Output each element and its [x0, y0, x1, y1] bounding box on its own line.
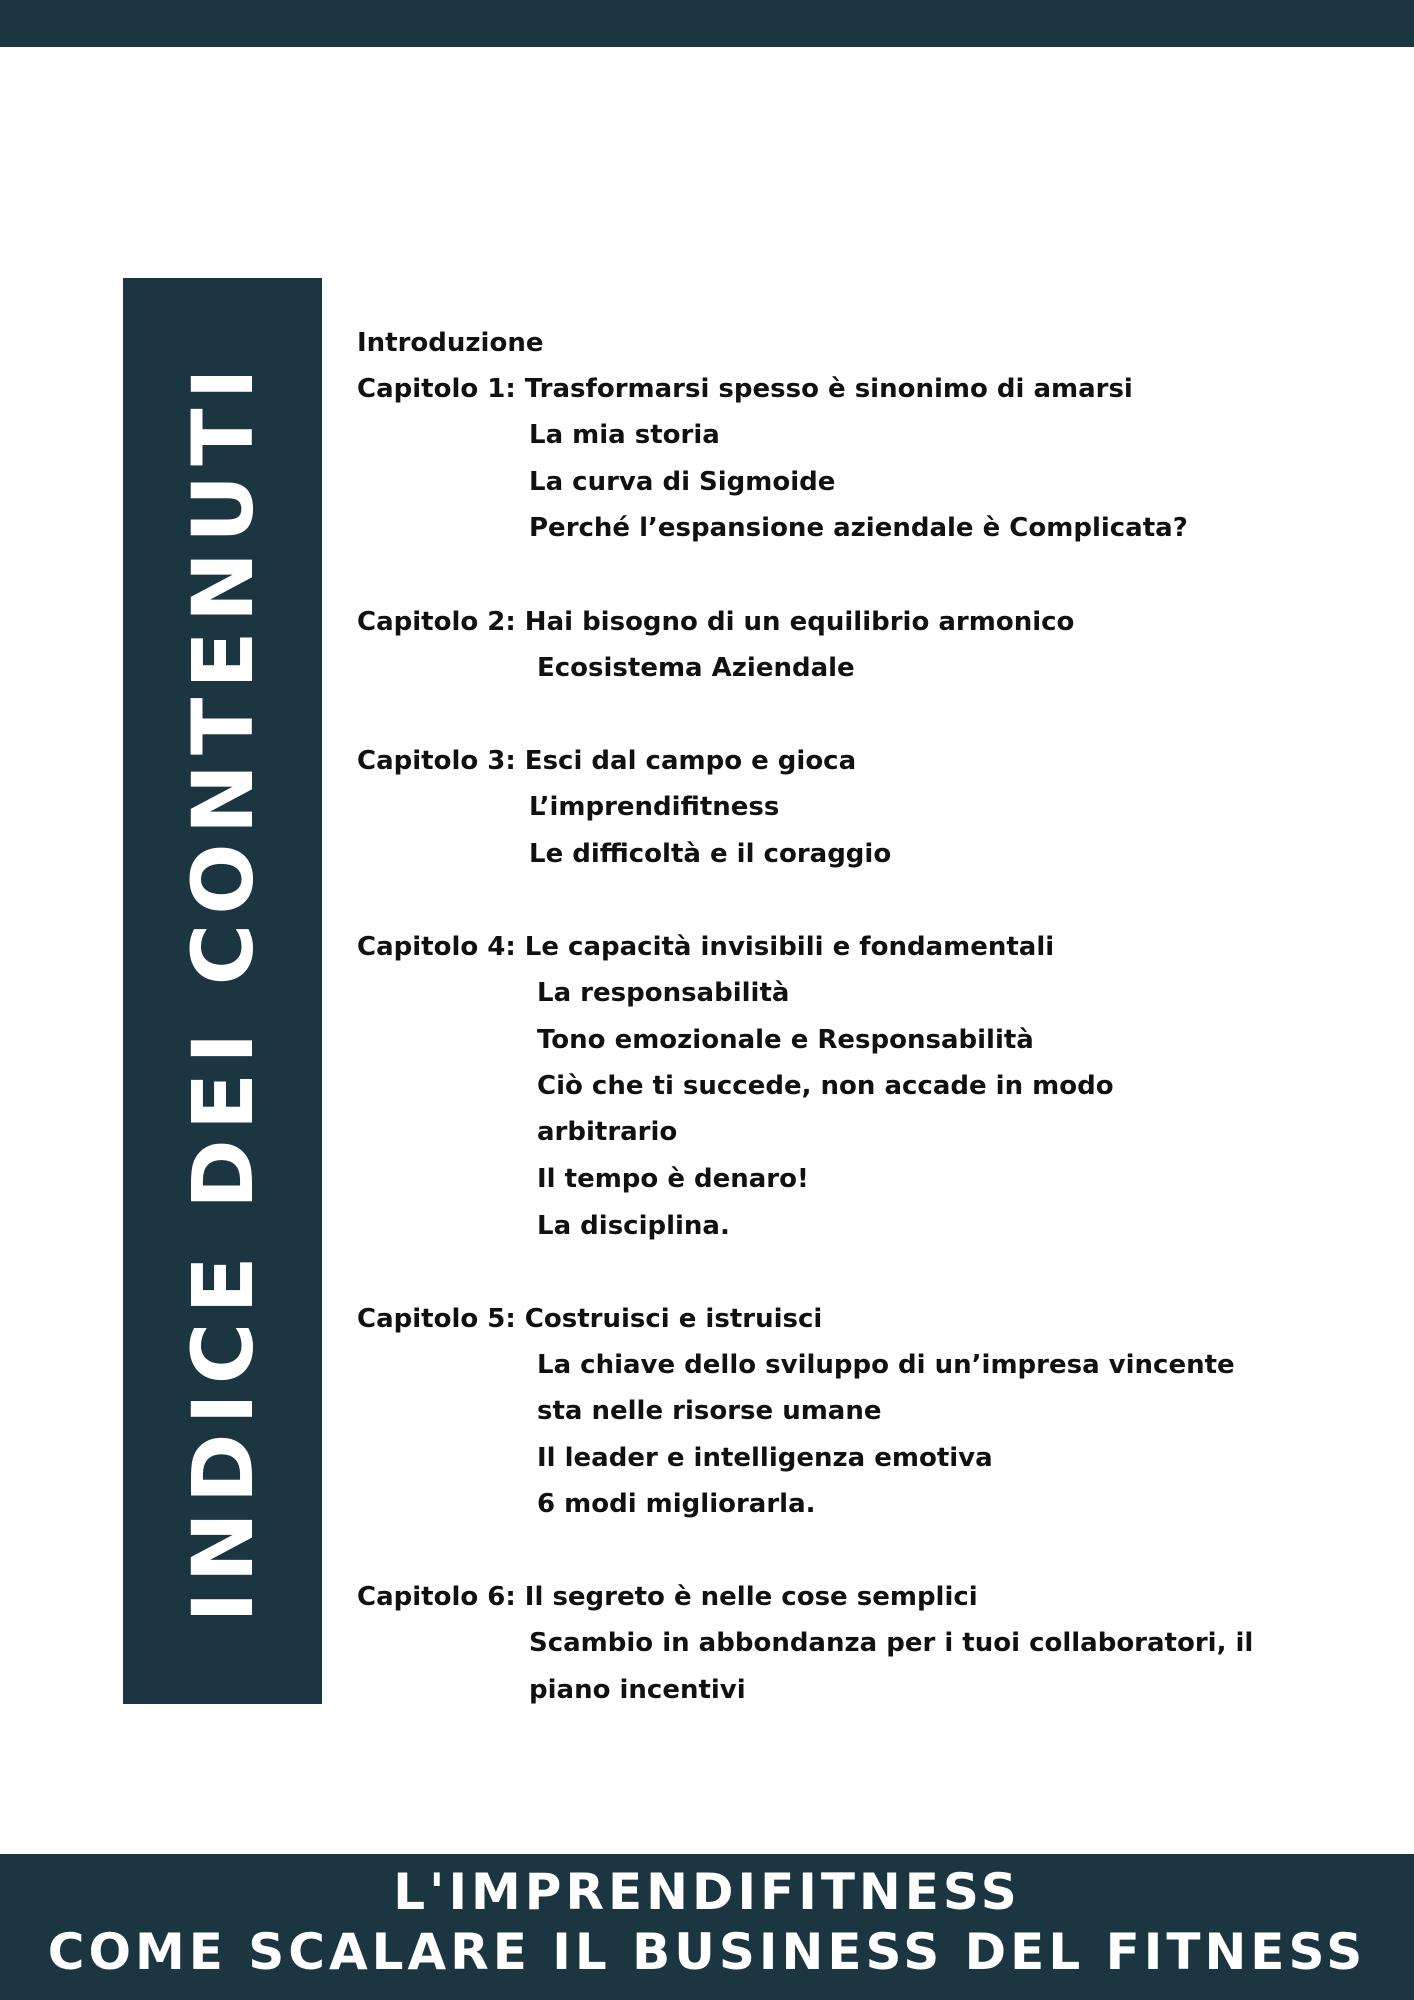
- toc-section: sta nelle risorse umane: [537, 1396, 882, 1426]
- side-title: INDICE DEI CONTENUTI: [173, 359, 272, 1623]
- footer-title: L'IMPRENDIFITNESS: [393, 1863, 1021, 1921]
- toc-chapter-4: Capitolo 4: Le capacità invisibili e fondamentali: [357, 932, 1055, 962]
- toc-section: Perché l’espansione aziendale è Complicata?: [529, 513, 1188, 543]
- toc-section: La mia storia: [529, 420, 720, 450]
- toc-chapter-2: Capitolo 2: Hai bisogno di un equilibrio armonico: [357, 607, 1075, 637]
- toc-section: piano incentivi: [529, 1675, 746, 1705]
- toc-section: Il leader e intelligenza emotiva: [537, 1443, 993, 1473]
- toc-section: La chiave dello sviluppo di un’impresa vincente: [537, 1350, 1235, 1380]
- toc-section: La disciplina.: [537, 1211, 730, 1241]
- toc-chapter-6: Capitolo 6: Il segreto è nelle cose semplici: [357, 1582, 978, 1612]
- toc-section: La responsabilità: [537, 978, 790, 1008]
- toc-chapter-5: Capitolo 5: Costruisci e istruisci: [357, 1304, 823, 1334]
- toc-section: Tono emozionale e Responsabilità: [537, 1025, 1034, 1055]
- toc-section: 6 modi migliorarla.: [537, 1489, 816, 1519]
- toc-chapter-1: Capitolo 1: Trasformarsi spesso è sinonimo di amarsi: [357, 374, 1133, 404]
- footer-banner: [0, 1854, 1414, 2000]
- toc-section: Ecosistema Aziendale: [537, 653, 855, 683]
- toc-section: L’imprendifitness: [529, 792, 780, 822]
- footer-subtitle: COME SCALARE IL BUSINESS DEL FITNESS: [47, 1923, 1367, 1981]
- toc-section: Il tempo è denaro!: [537, 1164, 809, 1194]
- toc-section: Ciò che ti succede, non accade in modo: [537, 1071, 1114, 1101]
- side-title-panel: [123, 278, 322, 1704]
- toc-section: Le difficoltà e il coraggio: [529, 839, 892, 869]
- toc-section: Scambio in abbondanza per i tuoi collaboratori, il: [529, 1628, 1254, 1658]
- table-of-contents: [357, 0, 1357, 1750]
- toc-chapter-3: Capitolo 3: Esci dal campo e gioca: [357, 746, 857, 776]
- toc-introduction: Introduzione: [357, 328, 544, 358]
- toc-section: La curva di Sigmoide: [529, 467, 836, 497]
- toc-section: arbitrario: [537, 1117, 678, 1147]
